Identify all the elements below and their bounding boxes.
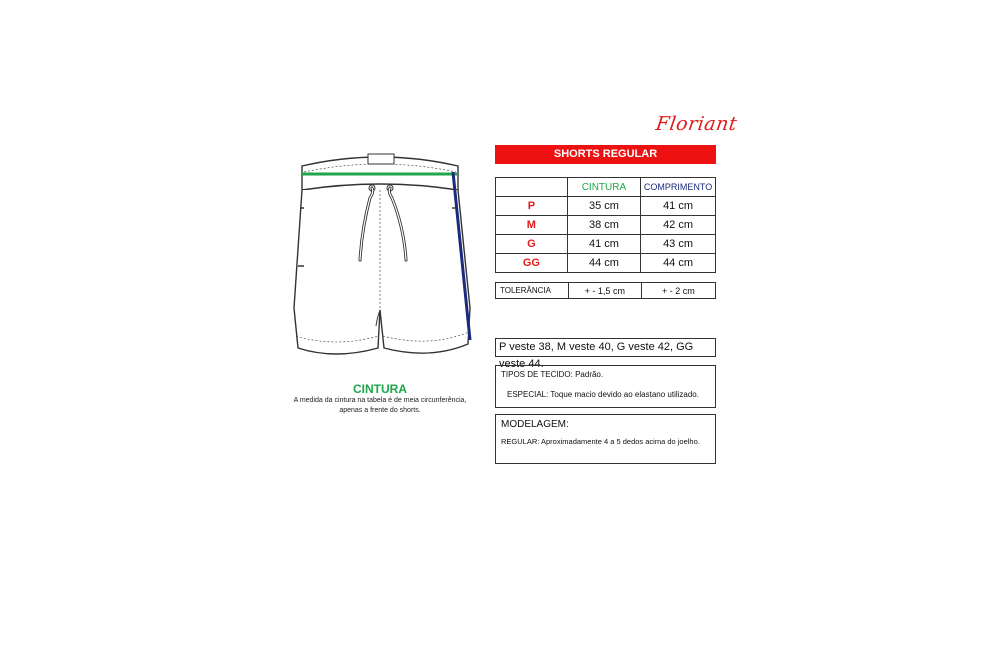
modelagem-title: MODELAGEM: [501, 419, 569, 430]
header-cintura: CINTURA [567, 178, 640, 197]
table-row [496, 197, 716, 216]
tecido-box [495, 365, 716, 408]
table-row [496, 254, 716, 273]
caption-text [280, 396, 480, 416]
caption-line: A medida da cintura na tabela é de meia circunferência, [293, 397, 467, 404]
shorts-illustration [280, 148, 480, 368]
tolerance-table [495, 282, 716, 299]
shorts-body [294, 190, 470, 354]
veste-box: P veste 38, M veste 40, G veste 42, GG veste 44. [495, 338, 716, 357]
comprimento-value: 44 cm [641, 254, 716, 273]
table-row [496, 235, 716, 254]
size-label: G [496, 235, 568, 254]
tecido-especial: ESPECIAL: Toque macio devido ao elastano utilizado. [507, 390, 699, 399]
table-header-row [496, 178, 716, 197]
size-label: P [496, 197, 568, 216]
brand-logo: Floriant [654, 113, 739, 135]
label-tag [368, 154, 394, 164]
tolerance-cintura: + - 1,5 cm [568, 283, 641, 299]
modelagem-text: REGULAR: Aproximadamente 4 a 5 dedos acima do joelho. [501, 437, 700, 446]
table-row [496, 216, 716, 235]
modelagem-box [495, 414, 716, 464]
tecido-tipos: TIPOS DE TECIDO: Padrão. [501, 370, 604, 379]
cintura-value: 38 cm [567, 216, 640, 235]
header-comprimento: COMPRIMENTO [641, 178, 716, 197]
tolerance-row [496, 283, 716, 299]
caption-title: CINTURA [353, 382, 407, 396]
comprimento-value: 43 cm [641, 235, 716, 254]
page-title: SHORTS REGULAR [495, 145, 716, 164]
comprimento-value: 42 cm [641, 216, 716, 235]
cintura-value: 35 cm [567, 197, 640, 216]
size-label: M [496, 216, 568, 235]
cintura-value: 41 cm [567, 235, 640, 254]
comprimento-value: 41 cm [641, 197, 716, 216]
caption-line: apenas a frente do shorts. [339, 407, 421, 414]
size-label: GG [496, 254, 568, 273]
tolerance-label: TOLERÂNCIA [496, 283, 569, 299]
tolerance-comprimento: + - 2 cm [641, 283, 715, 299]
cintura-value: 44 cm [567, 254, 640, 273]
size-table [495, 177, 716, 273]
header-empty [496, 178, 568, 197]
